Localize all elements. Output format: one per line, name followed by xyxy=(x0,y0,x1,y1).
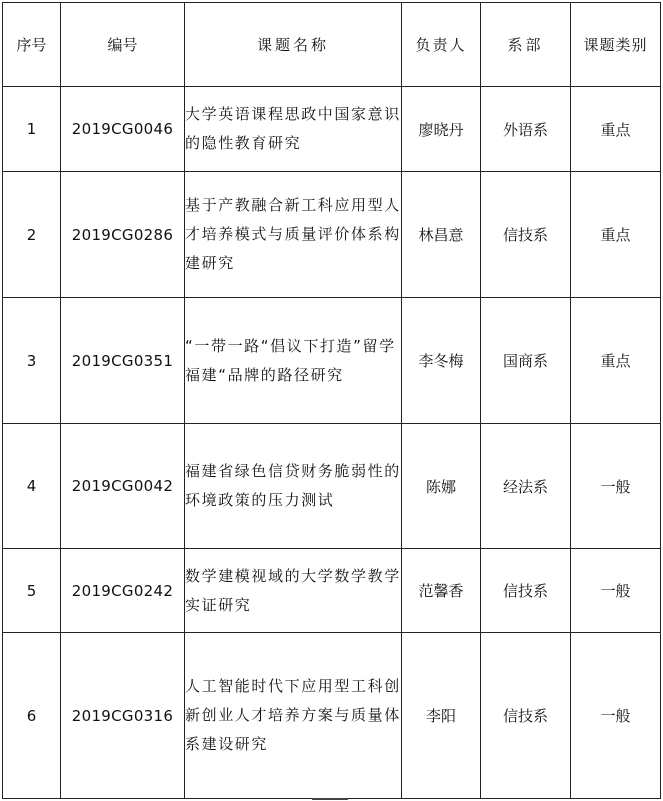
header-title: 课题名称 xyxy=(185,3,402,87)
row-title: “一带一路“倡议下打造”留学福建“品牌的路径研究 xyxy=(185,298,402,424)
row-category: 重点 xyxy=(571,298,661,424)
row-title: 大学英语课程思政中国家意识的隐性教育研究 xyxy=(185,87,402,172)
topic-table xyxy=(2,2,661,799)
row-code: 2019CG0286 xyxy=(61,172,185,298)
row-dept: 外语系 xyxy=(481,87,571,172)
table-row xyxy=(3,549,661,633)
row-dept: 信技系 xyxy=(481,549,571,633)
row-person: 陈娜 xyxy=(402,424,481,549)
row-category: 一般 xyxy=(571,549,661,633)
row-person: 林昌意 xyxy=(402,172,481,298)
row-person: 范馨香 xyxy=(402,549,481,633)
row-seq: 5 xyxy=(3,549,61,633)
row-person: 廖晓丹 xyxy=(402,87,481,172)
row-seq: 1 xyxy=(3,87,61,172)
row-seq: 3 xyxy=(3,298,61,424)
row-code: 2019CG0316 xyxy=(61,633,185,799)
row-dept: 国商系 xyxy=(481,298,571,424)
row-person: 李阳 xyxy=(402,633,481,799)
header-category: 课题类别 xyxy=(571,3,661,87)
row-seq: 6 xyxy=(3,633,61,799)
page-edge-mark xyxy=(312,798,348,800)
header-seq: 序号 xyxy=(3,3,61,87)
header-person: 负责人 xyxy=(402,3,481,87)
row-title: 人工智能时代下应用型工科创新创业人才培养方案与质量体系建设研究 xyxy=(185,633,402,799)
header-dept: 系部 xyxy=(481,3,571,87)
row-category: 一般 xyxy=(571,633,661,799)
row-category: 重点 xyxy=(571,172,661,298)
row-seq: 4 xyxy=(3,424,61,549)
row-code: 2019CG0046 xyxy=(61,87,185,172)
row-title: 数学建模视域的大学数学教学实证研究 xyxy=(185,549,402,633)
row-category: 重点 xyxy=(571,87,661,172)
row-person: 李冬梅 xyxy=(402,298,481,424)
row-seq: 2 xyxy=(3,172,61,298)
table-row xyxy=(3,172,661,298)
table-row xyxy=(3,87,661,172)
row-dept: 信技系 xyxy=(481,633,571,799)
row-category: 一般 xyxy=(571,424,661,549)
row-code: 2019CG0042 xyxy=(61,424,185,549)
row-dept: 信技系 xyxy=(481,172,571,298)
row-title: 福建省绿色信贷财务脆弱性的环境政策的压力测试 xyxy=(185,424,402,549)
row-dept: 经法系 xyxy=(481,424,571,549)
header-row xyxy=(3,3,661,87)
table-row xyxy=(3,298,661,424)
table-row xyxy=(3,424,661,549)
table-row xyxy=(3,633,661,799)
row-title: 基于产教融合新工科应用型人才培养模式与质量评价体系构建研究 xyxy=(185,172,402,298)
row-code: 2019CG0242 xyxy=(61,549,185,633)
row-code: 2019CG0351 xyxy=(61,298,185,424)
header-code: 编号 xyxy=(61,3,185,87)
